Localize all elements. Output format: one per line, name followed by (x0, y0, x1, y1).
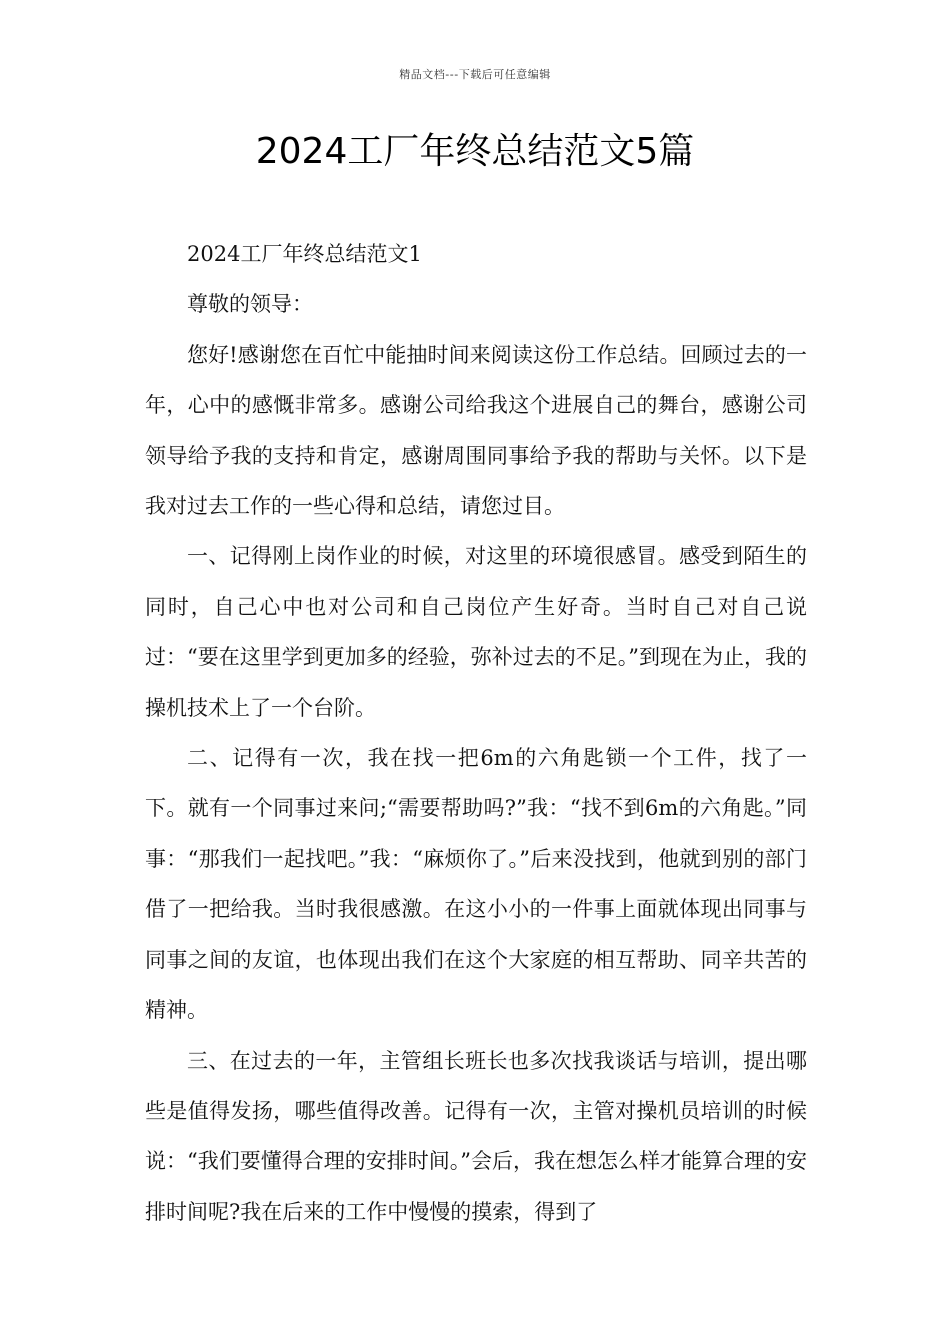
paragraph-point-3: 三、在过去的一年，主管组长班长也多次找我谈话与培训，提出哪些是值得发扬，哪些值得改善。记得有一次，主管对操机员培训的时候说：“我们要懂得合理的安排时间。”会后，我在想怎么样才能算合理的安排时间呢?我在后来的工作中慢慢的摸索，得到了 (145, 1048, 807, 1224)
paragraph-point-1: 一、记得刚上岗作业的时候，对这里的环境很感冒。感受到陌生的同时，自己心中也对公司和自己岗位产生好奇。当时自己对自己说过：“要在这里学到更加多的经验，弥补过去的不足。”到现在为止，我的操机技术上了一个台阶。 (145, 544, 807, 720)
document-title: 2024工厂年终总结范文5篇 (255, 131, 695, 172)
document-body (145, 229, 807, 1237)
header-note: 精品文档---下载后可任意编辑 (399, 68, 551, 81)
paragraph-point-2: 二、记得有一次，我在找一把6m的六角匙锁一个工件，找了一下。就有一个同事过来问;“需要帮助吗?”我：“找不到6m的六角匙。”同事：“那我们一起找吧。”我：“麻烦你了。”后来没找到，他就到别的部门借了一把给我。当时我很感激。在这小小的一件事上面就体现出同事与同事之间的友谊，也体现出我们在这个大家庭的相互帮助、同辛共苦的精神。 (145, 746, 807, 1023)
section-heading: 2024工厂年终总结范文1 (187, 242, 422, 266)
salutation: 尊敬的领导： (187, 292, 313, 317)
paragraph-intro: 您好!感谢您在百忙中能抽时间来阅读这份工作总结。回顾过去的一年，心中的感慨非常多。感谢公司给我这个进展自己的舞台，感谢公司领导给予我的支持和肯定，感谢周围同事给予我的帮助与关怀。以下是我对过去工作的一些心得和总结，请您过目。 (145, 342, 807, 519)
